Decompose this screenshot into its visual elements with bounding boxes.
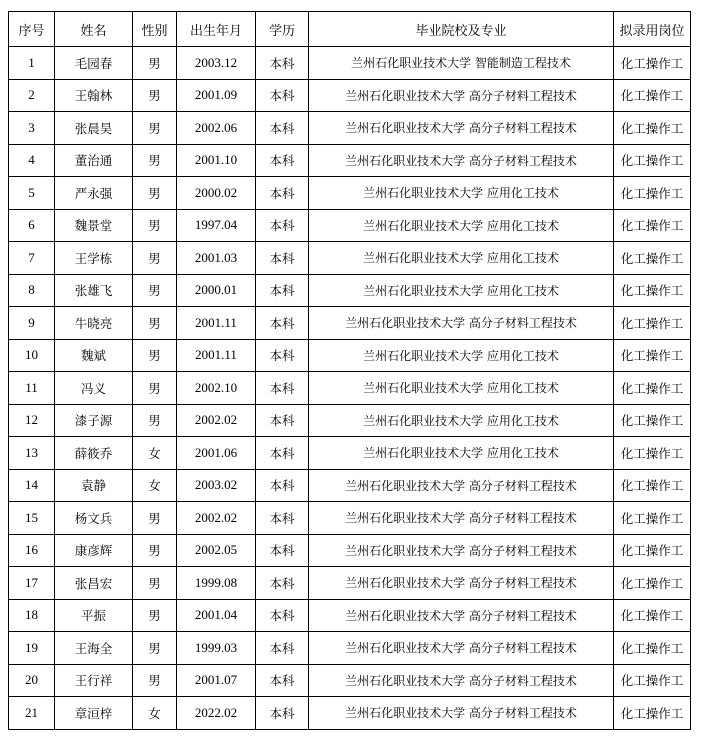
table-row xyxy=(9,469,691,502)
cell-position: 化工操作工 xyxy=(614,112,691,145)
cell-school-major: 兰州石化职业技术大学 高分子材料工程技术 xyxy=(309,144,614,177)
cell-birth-date: 2003.12 xyxy=(177,47,256,80)
cell-name: 康彦辉 xyxy=(55,534,133,567)
cell-index: 5 xyxy=(9,177,55,210)
table-row xyxy=(9,307,691,340)
table-row xyxy=(9,144,691,177)
cell-gender: 男 xyxy=(133,567,177,600)
cell-name: 毛园春 xyxy=(55,47,133,80)
cell-position: 化工操作工 xyxy=(614,534,691,567)
cell-index: 16 xyxy=(9,534,55,567)
cell-education: 本科 xyxy=(256,372,309,405)
cell-birth-date: 2003.02 xyxy=(177,469,256,502)
cell-school-major: 兰州石化职业技术大学 高分子材料工程技术 xyxy=(309,599,614,632)
cell-name: 王学栋 xyxy=(55,242,133,275)
cell-index: 3 xyxy=(9,112,55,145)
cell-birth-date: 2001.06 xyxy=(177,437,256,470)
cell-birth-date: 2001.04 xyxy=(177,599,256,632)
cell-name: 平振 xyxy=(55,599,133,632)
cell-school-major: 兰州石化职业技术大学 高分子材料工程技术 xyxy=(309,567,614,600)
cell-education: 本科 xyxy=(256,437,309,470)
cell-birth-date: 2002.06 xyxy=(177,112,256,145)
cell-birth-date: 2001.07 xyxy=(177,664,256,697)
cell-index: 14 xyxy=(9,469,55,502)
cell-index: 9 xyxy=(9,307,55,340)
cell-education: 本科 xyxy=(256,534,309,567)
cell-gender: 女 xyxy=(133,697,177,730)
cell-name: 牛晓亮 xyxy=(55,307,133,340)
cell-education: 本科 xyxy=(256,567,309,600)
cell-position: 化工操作工 xyxy=(614,307,691,340)
table-row xyxy=(9,502,691,535)
cell-school-major: 兰州石化职业技术大学 应用化工技术 xyxy=(309,404,614,437)
cell-index: 4 xyxy=(9,144,55,177)
cell-position: 化工操作工 xyxy=(614,502,691,535)
cell-gender: 女 xyxy=(133,469,177,502)
cell-position: 化工操作工 xyxy=(614,437,691,470)
cell-school-major: 兰州石化职业技术大学 高分子材料工程技术 xyxy=(309,534,614,567)
cell-school-major: 兰州石化职业技术大学 高分子材料工程技术 xyxy=(309,502,614,535)
cell-position: 化工操作工 xyxy=(614,664,691,697)
cell-school-major: 兰州石化职业技术大学 应用化工技术 xyxy=(309,437,614,470)
cell-index: 7 xyxy=(9,242,55,275)
cell-birth-date: 2001.11 xyxy=(177,339,256,372)
cell-gender: 男 xyxy=(133,372,177,405)
hiring-table xyxy=(8,11,691,730)
cell-education: 本科 xyxy=(256,502,309,535)
cell-school-major: 兰州石化职业技术大学 高分子材料工程技术 xyxy=(309,632,614,665)
cell-gender: 男 xyxy=(133,144,177,177)
table-row xyxy=(9,697,691,730)
header-birth-date: 出生年月 xyxy=(177,12,256,47)
table-row xyxy=(9,79,691,112)
cell-birth-date: 2001.10 xyxy=(177,144,256,177)
cell-index: 11 xyxy=(9,372,55,405)
cell-gender: 男 xyxy=(133,112,177,145)
cell-gender: 男 xyxy=(133,47,177,80)
cell-school-major: 兰州石化职业技术大学 应用化工技术 xyxy=(309,372,614,405)
cell-name: 董治通 xyxy=(55,144,133,177)
cell-index: 8 xyxy=(9,274,55,307)
cell-name: 魏景堂 xyxy=(55,209,133,242)
table-row xyxy=(9,567,691,600)
cell-position: 化工操作工 xyxy=(614,372,691,405)
table-body xyxy=(9,47,691,730)
cell-position: 化工操作工 xyxy=(614,144,691,177)
cell-birth-date: 2022.02 xyxy=(177,697,256,730)
cell-index: 15 xyxy=(9,502,55,535)
cell-gender: 男 xyxy=(133,534,177,567)
cell-school-major: 兰州石化职业技术大学 高分子材料工程技术 xyxy=(309,79,614,112)
cell-birth-date: 2001.09 xyxy=(177,79,256,112)
cell-name: 严永强 xyxy=(55,177,133,210)
cell-gender: 男 xyxy=(133,502,177,535)
cell-education: 本科 xyxy=(256,274,309,307)
table-row xyxy=(9,664,691,697)
cell-school-major: 兰州石化职业技术大学 应用化工技术 xyxy=(309,209,614,242)
cell-name: 魏斌 xyxy=(55,339,133,372)
cell-gender: 男 xyxy=(133,599,177,632)
table-row xyxy=(9,339,691,372)
cell-name: 杨文兵 xyxy=(55,502,133,535)
cell-position: 化工操作工 xyxy=(614,209,691,242)
table-row xyxy=(9,599,691,632)
table-row xyxy=(9,47,691,80)
cell-birth-date: 2002.10 xyxy=(177,372,256,405)
cell-position: 化工操作工 xyxy=(614,404,691,437)
cell-index: 12 xyxy=(9,404,55,437)
cell-name: 张昌宏 xyxy=(55,567,133,600)
cell-index: 1 xyxy=(9,47,55,80)
table-row xyxy=(9,177,691,210)
cell-birth-date: 2002.05 xyxy=(177,534,256,567)
cell-position: 化工操作工 xyxy=(614,567,691,600)
cell-education: 本科 xyxy=(256,307,309,340)
cell-education: 本科 xyxy=(256,469,309,502)
cell-gender: 男 xyxy=(133,339,177,372)
header-index: 序号 xyxy=(9,12,55,47)
cell-index: 6 xyxy=(9,209,55,242)
cell-position: 化工操作工 xyxy=(614,339,691,372)
cell-education: 本科 xyxy=(256,697,309,730)
header-school-major: 毕业院校及专业 xyxy=(309,12,614,47)
cell-name: 漆子源 xyxy=(55,404,133,437)
header-position: 拟录用岗位 xyxy=(614,12,691,47)
cell-index: 19 xyxy=(9,632,55,665)
cell-position: 化工操作工 xyxy=(614,47,691,80)
cell-index: 20 xyxy=(9,664,55,697)
cell-education: 本科 xyxy=(256,112,309,145)
cell-gender: 男 xyxy=(133,209,177,242)
table-row xyxy=(9,274,691,307)
cell-position: 化工操作工 xyxy=(614,697,691,730)
cell-name: 张晨昊 xyxy=(55,112,133,145)
cell-name: 冯义 xyxy=(55,372,133,405)
cell-education: 本科 xyxy=(256,404,309,437)
cell-position: 化工操作工 xyxy=(614,242,691,275)
cell-name: 张雄飞 xyxy=(55,274,133,307)
cell-gender: 男 xyxy=(133,307,177,340)
cell-index: 13 xyxy=(9,437,55,470)
table-row xyxy=(9,437,691,470)
cell-birth-date: 2000.01 xyxy=(177,274,256,307)
cell-gender: 男 xyxy=(133,632,177,665)
cell-school-major: 兰州石化职业技术大学 应用化工技术 xyxy=(309,177,614,210)
table-row xyxy=(9,404,691,437)
table-row xyxy=(9,242,691,275)
cell-school-major: 兰州石化职业技术大学 高分子材料工程技术 xyxy=(309,664,614,697)
cell-school-major: 兰州石化职业技术大学 应用化工技术 xyxy=(309,339,614,372)
cell-position: 化工操作工 xyxy=(614,79,691,112)
cell-name: 王海全 xyxy=(55,632,133,665)
table-row xyxy=(9,534,691,567)
cell-gender: 女 xyxy=(133,437,177,470)
cell-birth-date: 1999.08 xyxy=(177,567,256,600)
cell-birth-date: 2002.02 xyxy=(177,502,256,535)
cell-education: 本科 xyxy=(256,242,309,275)
cell-name: 薛筱乔 xyxy=(55,437,133,470)
header-name: 姓名 xyxy=(55,12,133,47)
cell-index: 10 xyxy=(9,339,55,372)
cell-position: 化工操作工 xyxy=(614,632,691,665)
cell-gender: 男 xyxy=(133,177,177,210)
cell-school-major: 兰州石化职业技术大学 应用化工技术 xyxy=(309,274,614,307)
cell-name: 王行祥 xyxy=(55,664,133,697)
cell-education: 本科 xyxy=(256,599,309,632)
cell-index: 21 xyxy=(9,697,55,730)
cell-position: 化工操作工 xyxy=(614,274,691,307)
cell-gender: 男 xyxy=(133,79,177,112)
cell-school-major: 兰州石化职业技术大学 应用化工技术 xyxy=(309,242,614,275)
cell-school-major: 兰州石化职业技术大学 高分子材料工程技术 xyxy=(309,697,614,730)
cell-education: 本科 xyxy=(256,664,309,697)
cell-education: 本科 xyxy=(256,47,309,80)
cell-birth-date: 2001.03 xyxy=(177,242,256,275)
cell-school-major: 兰州石化职业技术大学 高分子材料工程技术 xyxy=(309,307,614,340)
cell-school-major: 兰州石化职业技术大学 智能制造工程技术 xyxy=(309,47,614,80)
cell-index: 18 xyxy=(9,599,55,632)
cell-education: 本科 xyxy=(256,177,309,210)
cell-birth-date: 1999.03 xyxy=(177,632,256,665)
cell-birth-date: 2001.11 xyxy=(177,307,256,340)
cell-education: 本科 xyxy=(256,79,309,112)
cell-birth-date: 2002.02 xyxy=(177,404,256,437)
table-row xyxy=(9,372,691,405)
cell-birth-date: 1997.04 xyxy=(177,209,256,242)
cell-gender: 男 xyxy=(133,274,177,307)
cell-name: 王翰林 xyxy=(55,79,133,112)
cell-gender: 男 xyxy=(133,404,177,437)
table-row xyxy=(9,112,691,145)
header-education: 学历 xyxy=(256,12,309,47)
cell-education: 本科 xyxy=(256,144,309,177)
cell-name: 袁静 xyxy=(55,469,133,502)
table-row xyxy=(9,632,691,665)
header-row xyxy=(9,12,691,47)
cell-gender: 男 xyxy=(133,242,177,275)
table-row xyxy=(9,209,691,242)
header-gender: 性别 xyxy=(133,12,177,47)
cell-education: 本科 xyxy=(256,339,309,372)
cell-index: 17 xyxy=(9,567,55,600)
cell-birth-date: 2000.02 xyxy=(177,177,256,210)
cell-education: 本科 xyxy=(256,209,309,242)
cell-position: 化工操作工 xyxy=(614,599,691,632)
cell-gender: 男 xyxy=(133,664,177,697)
cell-name: 章洹梓 xyxy=(55,697,133,730)
cell-position: 化工操作工 xyxy=(614,469,691,502)
cell-school-major: 兰州石化职业技术大学 高分子材料工程技术 xyxy=(309,112,614,145)
cell-index: 2 xyxy=(9,79,55,112)
cell-education: 本科 xyxy=(256,632,309,665)
cell-position: 化工操作工 xyxy=(614,177,691,210)
cell-school-major: 兰州石化职业技术大学 高分子材料工程技术 xyxy=(309,469,614,502)
